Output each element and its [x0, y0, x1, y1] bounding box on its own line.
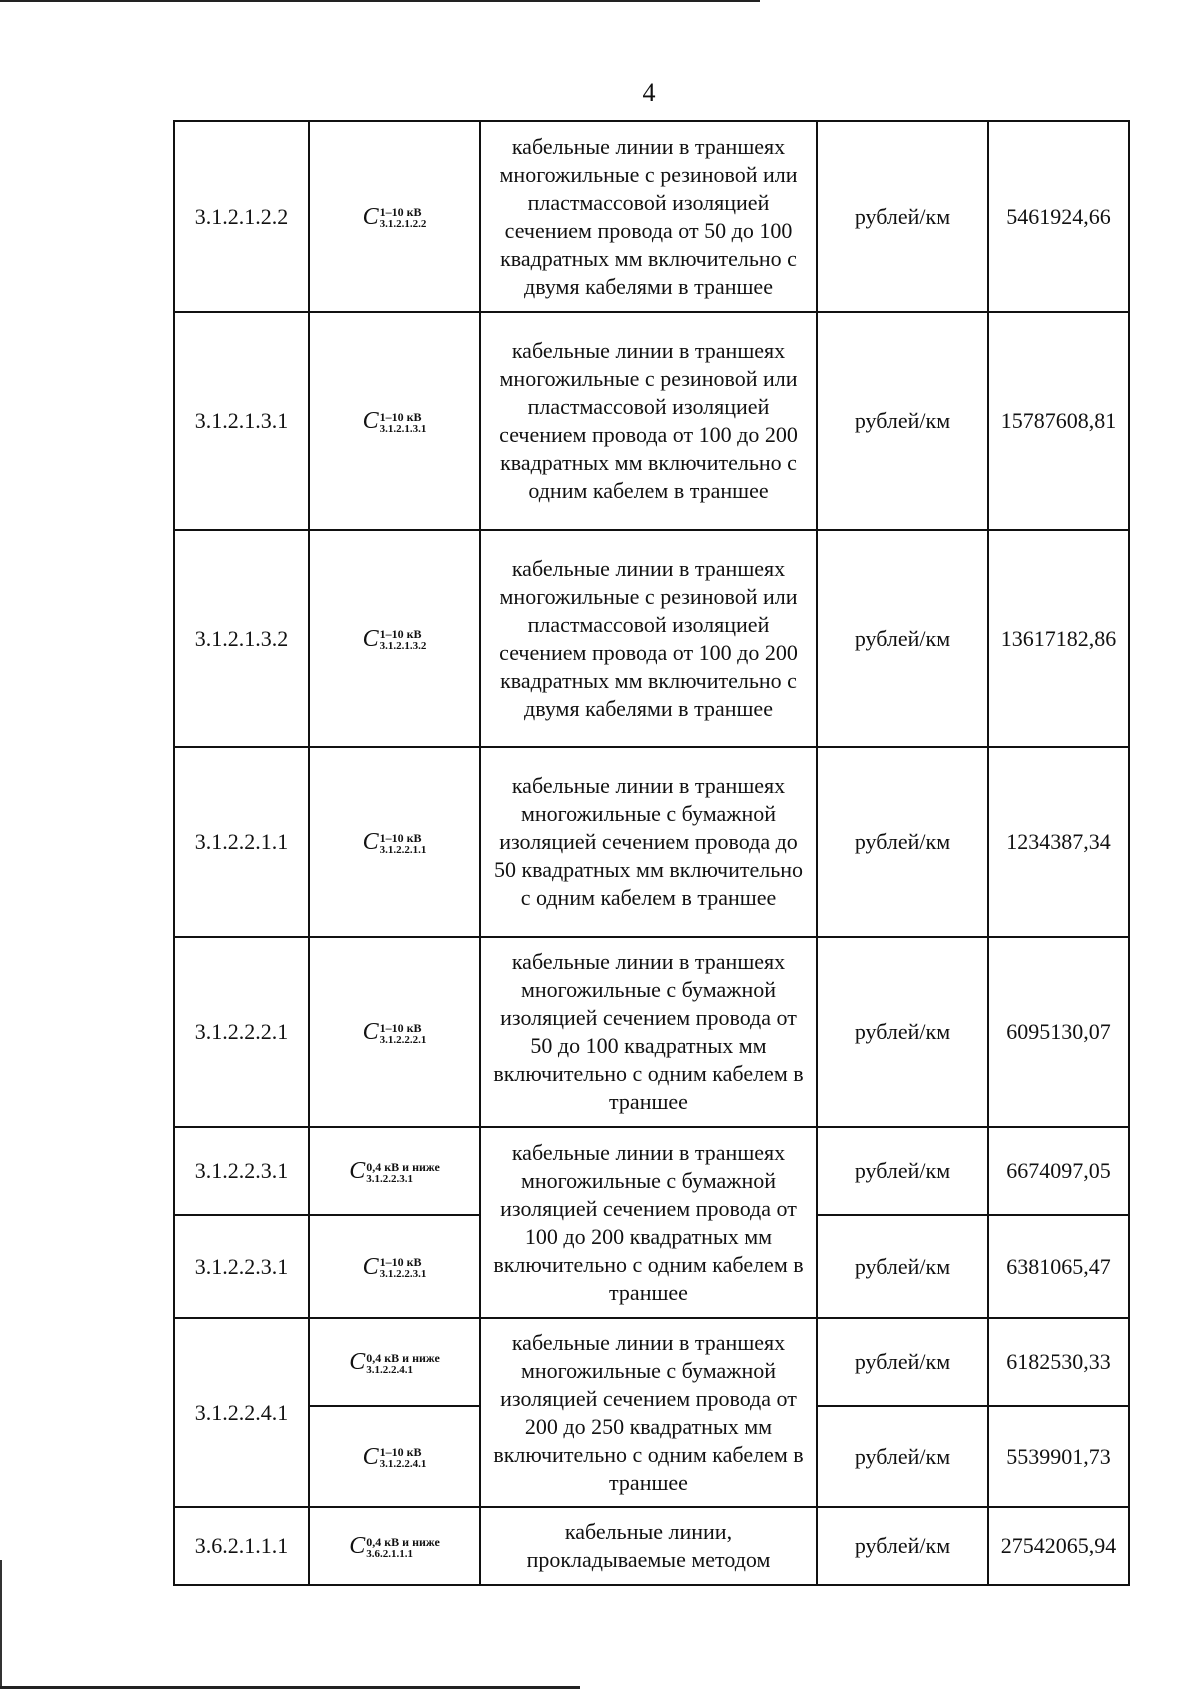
rate-symbol: C 0,4 кВ и ниже 3.6.2.1.1.1: [309, 1507, 480, 1585]
row-code: 3.1.2.2.3.1: [174, 1215, 309, 1318]
row-code: 3.1.2.1.3.1: [174, 312, 309, 530]
row-value: 6381065,47: [988, 1215, 1129, 1318]
row-value: 15787608,81: [988, 312, 1129, 530]
rate-symbol: C 0,4 кВ и ниже 3.1.2.2.4.1: [309, 1318, 480, 1406]
row-unit: рублей/км: [817, 530, 988, 747]
row-description: кабельные линии в траншеях многожильные с бумажной изоляцией сечением провода до 50 квадратных мм включительно с одним кабелем в траншее: [480, 747, 817, 937]
row-unit: рублей/км: [817, 1406, 988, 1507]
row-value: 5461924,66: [988, 121, 1129, 312]
row-value: 13617182,86: [988, 530, 1129, 747]
row-code: 3.1.2.2.1.1: [174, 747, 309, 937]
row-unit: рублей/км: [817, 1507, 988, 1585]
row-unit: рублей/км: [817, 937, 988, 1127]
row-value: 6674097,05: [988, 1127, 1129, 1215]
row-value: 1234387,34: [988, 747, 1129, 937]
rate-symbol: C 1–10 кВ 3.1.2.1.3.2: [309, 530, 480, 747]
row-description: кабельные линии в траншеях многожильные с резиновой или пластмассовой изоляцией сечением провода от 50 до 100 квадратных мм включительно с двумя кабелями в траншее: [480, 121, 817, 312]
table-row: [174, 1318, 1129, 1406]
rate-symbol: C 1–10 кВ 3.1.2.1.2.2: [309, 121, 480, 312]
row-code: 3.1.2.2.4.1: [174, 1318, 309, 1507]
row-unit: рублей/км: [817, 1318, 988, 1406]
table-row: [174, 937, 1129, 1127]
row-unit: рублей/км: [817, 1127, 988, 1215]
table-row: [174, 747, 1129, 937]
tariff-table: [173, 120, 1130, 1586]
row-value: 5539901,73: [988, 1406, 1129, 1507]
row-code: 3.1.2.1.2.2: [174, 121, 309, 312]
rate-symbol: C 0,4 кВ и ниже 3.1.2.2.3.1: [309, 1127, 480, 1215]
row-value: 27542065,94: [988, 1507, 1129, 1585]
table-row: [174, 312, 1129, 530]
rate-symbol: C 1–10 кВ 3.1.2.2.2.1: [309, 937, 480, 1127]
row-value: 6095130,07: [988, 937, 1129, 1127]
table-row: [174, 1507, 1129, 1585]
rate-symbol: C 1–10 кВ 3.1.2.2.4.1: [309, 1406, 480, 1507]
row-unit: рублей/км: [817, 1215, 988, 1318]
rate-symbol: C 1–10 кВ 3.1.2.2.1.1: [309, 747, 480, 937]
row-description: кабельные линии, прокладываемые методом: [480, 1507, 817, 1585]
row-code: 3.1.2.1.3.2: [174, 530, 309, 747]
row-description: кабельные линии в траншеях многожильные с бумажной изоляцией сечением провода от 100 до 200 квадратных мм включительно с одним кабелем в траншее: [480, 1127, 817, 1318]
row-value: 6182530,33: [988, 1318, 1129, 1406]
row-code: 3.1.2.2.3.1: [174, 1127, 309, 1215]
row-unit: рублей/км: [817, 312, 988, 530]
table-row: [174, 1127, 1129, 1215]
rate-symbol: C 1–10 кВ 3.1.2.1.3.1: [309, 312, 480, 530]
scan-edge-left: [0, 1560, 2, 1689]
row-description: кабельные линии в траншеях многожильные с бумажной изоляцией сечением провода от 200 до 250 квадратных мм включительно с одним кабелем в траншее: [480, 1318, 817, 1507]
row-description: кабельные линии в траншеях многожильные с бумажной изоляцией сечением провода от 50 до 100 квадратных мм включительно с одним кабелем в траншее: [480, 937, 817, 1127]
row-description: кабельные линии в траншеях многожильные с резиновой или пластмассовой изоляцией сечением провода от 100 до 200 квадратных мм включительно с двумя кабелями в траншее: [480, 530, 817, 747]
scan-edge-top: [0, 0, 760, 2]
row-code: 3.6.2.1.1.1: [174, 1507, 309, 1585]
rate-symbol: C 1–10 кВ 3.1.2.2.3.1: [309, 1215, 480, 1318]
table-row: [174, 530, 1129, 747]
row-unit: рублей/км: [817, 121, 988, 312]
row-description: кабельные линии в траншеях многожильные с резиновой или пластмассовой изоляцией сечением провода от 100 до 200 квадратных мм включительно с одним кабелем в траншее: [480, 312, 817, 530]
row-code: 3.1.2.2.2.1: [174, 937, 309, 1127]
table-row: [174, 121, 1129, 312]
page-number: 4: [642, 78, 656, 107]
row-unit: рублей/км: [817, 747, 988, 937]
